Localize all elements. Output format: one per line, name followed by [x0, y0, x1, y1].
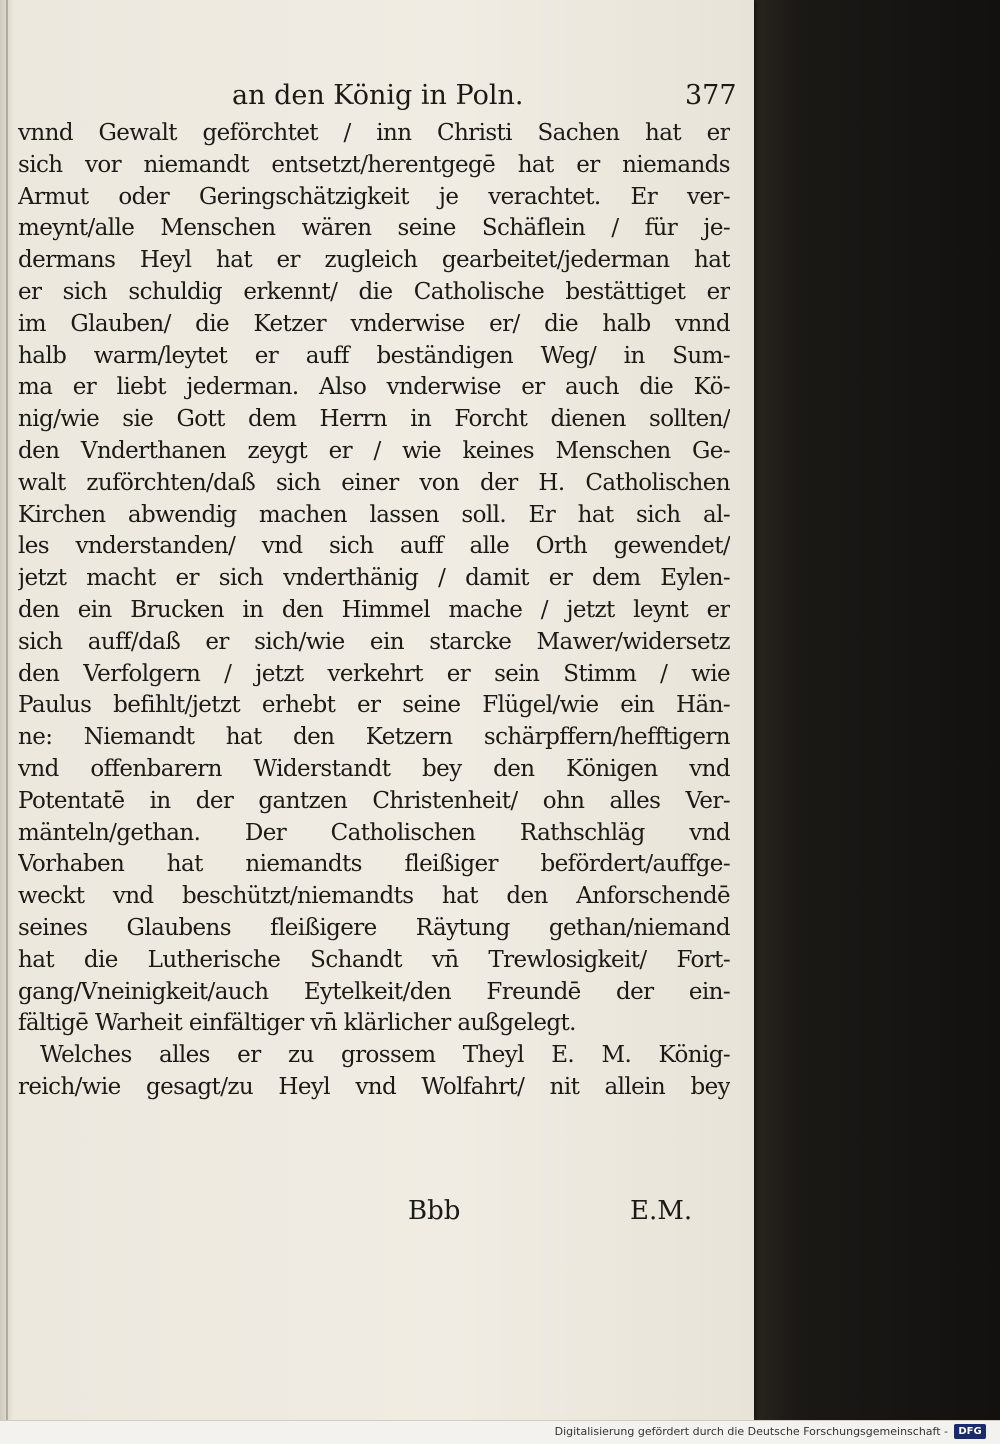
dfg-logo: DFG	[954, 1424, 986, 1439]
body-text	[18, 118, 730, 1104]
text-line: jetzt macht er sich vnderthänig / damit er dem Eylen-	[18, 565, 730, 592]
funding-notice: Digitalisierung gefördert durch die Deutsche Forschungsgemeinschaft -	[554, 1425, 948, 1438]
text-line: weckt vnd beschützt/niemandts hat den Anforschendē	[18, 883, 730, 910]
text-line: halb warm/leytet er auff beständigen Weg/ in Sum-	[18, 342, 730, 369]
text-line: seines Glaubens fleißigere Räytung gethan/niemand	[18, 914, 730, 941]
text-line: den Vnderthanen zeygt er / wie keines Menschen Ge-	[18, 437, 730, 464]
funding-footer	[0, 1420, 1000, 1444]
text-line: Potentatē in der gantzen Christenheit/ ohn alles Ver-	[18, 787, 730, 814]
text-line: sich auff/daß er sich/wie ein starcke Mawer/widersetz	[18, 628, 730, 655]
text-line: den ein Brucken in den Himmel mache / jetzt leynt er	[18, 596, 730, 623]
text-line: im Glauben/ die Ketzer vnderwise er/ die halb vnnd	[18, 310, 730, 337]
text-line: les vnderstanden/ vnd sich auff alle Orth gewendet/	[18, 533, 730, 560]
text-line: den Verfolgern / jetzt verkehrt er sein Stimm / wie	[18, 660, 730, 687]
text-line: Vorhaben hat niemandts fleißiger befördert/auffge-	[18, 851, 730, 878]
text-line: Paulus befihlt/jetzt erhebt er seine Flügel/wie ein Hän-	[18, 692, 730, 719]
page-number: 377	[685, 80, 737, 111]
text-line: meynt/alle Menschen wären seine Schäflein / für je-	[18, 215, 730, 242]
catchword: E.M.	[630, 1196, 693, 1226]
text-line: reich/wie gesagt/zu Heyl vnd Wolfahrt/ nit allein bey	[18, 1073, 730, 1100]
paragraph-start-line: Welches alles er zu grossem Theyl E. M. König-	[40, 1042, 730, 1069]
text-line: fältigē Warheit einfältiger vn̄ klärlicher außgelegt.	[18, 1010, 576, 1037]
text-line: walt zuförchten/daß sich einer von der H. Catholischen	[18, 469, 730, 496]
text-line: gang/Vneinigkeit/auch Eytelkeit/den Freundē der ein-	[18, 978, 730, 1005]
text-line: Armut oder Geringschätzigkeit je verachtet. Er ver-	[18, 183, 730, 210]
text-line: vnd offenbarern Widerstandt bey den Königen vnd	[18, 755, 730, 782]
backing-board	[748, 0, 1000, 1420]
text-line: dermans Heyl hat er zugleich gearbeitet/jederman hat	[18, 247, 730, 274]
text-line: er sich schuldig erkennt/ die Catholische bestättiget er	[18, 278, 730, 305]
text-line: sich vor niemandt entsetzt/herentgegē hat er niemands	[18, 151, 730, 178]
text-line: ne: Niemandt hat den Ketzern schärpffern/hefftigern	[18, 724, 730, 751]
gutter-shadow	[6, 0, 8, 1420]
text-line: hat die Lutherische Schandt vn̄ Trewlosigkeit/ Fort-	[18, 946, 730, 973]
signature-mark: Bbb	[408, 1196, 461, 1226]
running-head: an den König in Poln.	[232, 80, 524, 111]
text-line: nig/wie sie Gott dem Herrn in Forcht dienen sollten/	[18, 406, 730, 433]
text-line: mänteln/gethan. Der Catholischen Rathschläg vnd	[18, 819, 730, 846]
text-line: Kirchen abwendig machen lassen soll. Er hat sich al-	[18, 501, 730, 528]
text-line: vnnd Gewalt geförchtet / inn Christi Sachen hat er	[18, 120, 730, 146]
text-line: ma er liebt jederman. Also vnderwise er auch die Kö-	[18, 374, 730, 401]
